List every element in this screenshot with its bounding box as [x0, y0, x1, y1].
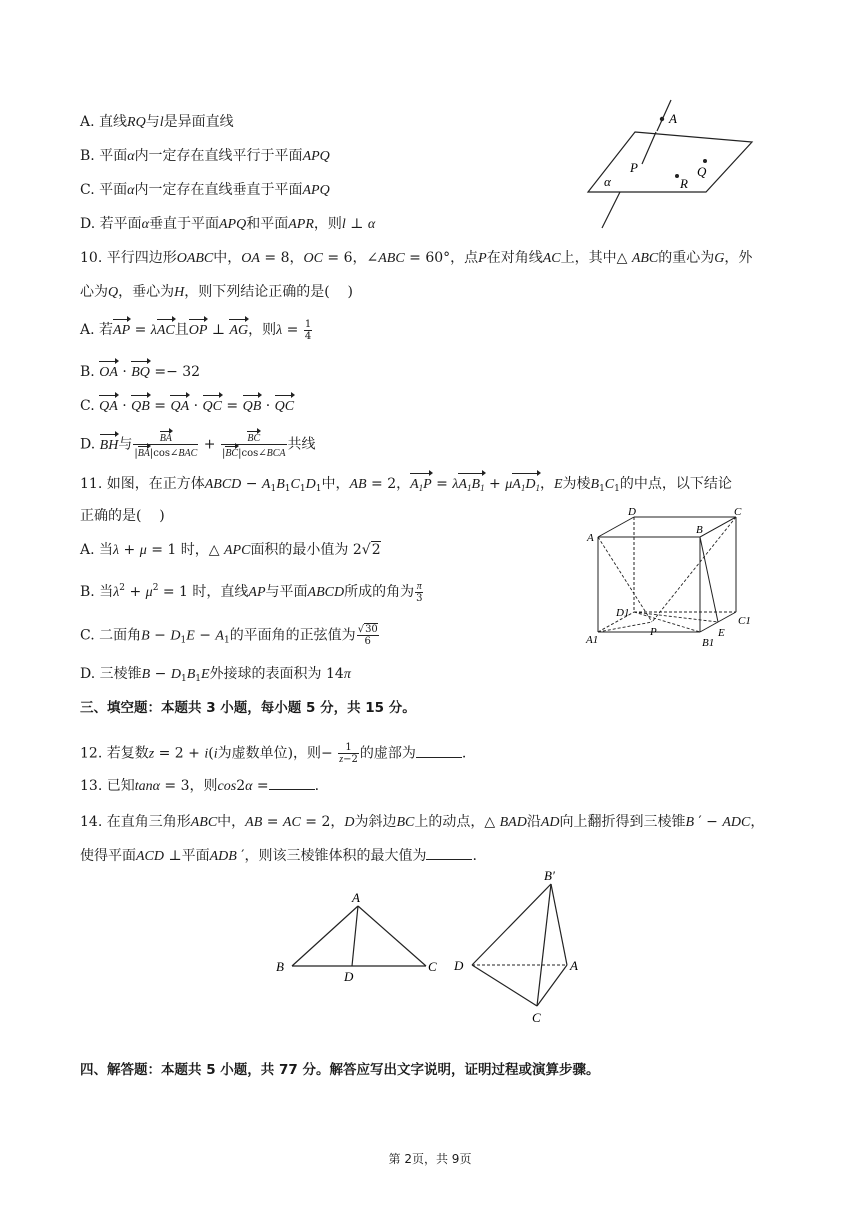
fig11-label-a: A [587, 532, 594, 544]
q11-stem-line2: 正确的是( ) [80, 508, 165, 524]
page-footer: 第 2页，共 9页 [388, 1152, 472, 1166]
q11-option-a: A. 当λ + μ = 1 时，△ APC面积的最小值为 2√2 [80, 542, 381, 558]
fig11-label-e: E [718, 627, 725, 639]
fig9-label-q: Q [697, 164, 707, 179]
fig11-label-d1: D1 [616, 607, 630, 619]
fig14-label-d2: D [454, 958, 464, 973]
fig11-label-d: D [628, 506, 636, 518]
fig9-label-a: A [669, 111, 677, 126]
pyramid-figure-q14 [448, 862, 598, 1030]
q10-option-c: C. QA · QB = QA · QC = QB · QC [80, 394, 294, 417]
q13-text: 13. 已知tanα = 3，则cos2α = . [80, 778, 320, 794]
fig9-label-r: R [680, 176, 688, 191]
fig14-label-a: A [352, 890, 360, 905]
fig11-label-c1: C1 [738, 615, 751, 627]
q10-option-a: A. 若AP = λAC且OP ⊥ AG，则λ = $\frac{1}{4}$ [80, 318, 312, 342]
fig14-label-c2: C [532, 1010, 541, 1025]
fig11-label-b: B [696, 524, 703, 536]
q11-option-d: D. 三棱锥$B - D_1B_1E$外接球的表面积为 14π [80, 666, 351, 684]
section-3-heading: 三、填空题：本题共 3 小题，每小题 5 分，共 15 分。 [80, 700, 416, 716]
fig14-label-b: B [276, 959, 284, 974]
cube-figure-q11 [584, 502, 760, 652]
q14-stem-line2: 使得平面ACD ⊥平面ADB ′，则该三棱锥体积的最大值为 . [80, 848, 477, 864]
fig14-label-a2: A [570, 958, 578, 973]
triangle-figure-q14 [270, 880, 450, 990]
q10-option-b: B. OA · BQ =− 32 [80, 360, 200, 383]
fig11-label-b1: B1 [702, 637, 715, 649]
q9-option-d: D. 若平面α垂直于平面APQ和平面APR，则l ⊥ α [80, 216, 376, 232]
q10-stem-line1: 10. 平行四边形OABC中，OA = 8，OC = 6，∠ABC = 60°，点P在对角线AC上，其中△ ABC的重心为G，外 [80, 250, 753, 266]
section-4-heading: 四、解答题：本题共 5 小题，共 77 分。解答应写出文字说明，证明过程或演算步骤。 [80, 1062, 600, 1078]
q10-stem-line2: 心为Q，垂心为H，则下列结论正确的是( ) [80, 284, 353, 300]
fig14-label-b-prime: B′ [544, 868, 555, 883]
q10-option-d: D. BH与 $\frac{BA}{\text{|BA|cos∠BAC}}$ + $\frac{BC}{\text{|BC|cos∠BCA}}$ 共线 [80, 430, 316, 459]
q9-option-a: A. 直线RQ与l是异面直线 [80, 114, 234, 130]
q11-option-b: B. 当$\lambda^2 + \mu^2 = 1$ 时，直线AP与平面ABCD所成的角为 $\frac{\pi}{3}$ [80, 580, 423, 604]
fig9-label-alpha: α [604, 174, 611, 189]
q11-stem-line1: 11. 如图，在正方体ABCD − $A_1B_1C_1D_1$中，AB = 2，$A_1P = \lambda A_1B_1 + \mu A_1D_1$，E为棱$B_1C_1$的中点，以下结论 [80, 472, 732, 499]
q12-text: 12. 若复数z = 2 + i(i为虚数单位)，则− $\frac{1}{z-2}$ 的虚部为 . [80, 742, 467, 765]
fig9-label-p: P [630, 160, 638, 175]
fig11-label-c: C [734, 506, 742, 518]
q9-option-b: B. 平面α内一定存在直线平行于平面APQ [80, 148, 330, 164]
q14-stem-line1: 14. 在直角三角形ABC中，AB = AC = 2，D为斜边BC上的动点，△ BAD沿AD向上翻折得到三棱锥B ′ − ADC， [80, 814, 765, 830]
fig11-label-p: P [650, 626, 657, 638]
fig14-label-d: D [344, 969, 354, 984]
fig14-label-c: C [428, 959, 437, 974]
plane-figure-q9 [580, 96, 760, 231]
fig11-label-a1: A1 [586, 634, 599, 646]
q9-option-c: C. 平面α内一定存在直线垂直于平面APQ [80, 182, 330, 198]
q11-option-c: C. 二面角$B - D_1E - A_1$的平面角的正弦值为 $\frac{√30}{6}$ [80, 624, 378, 647]
